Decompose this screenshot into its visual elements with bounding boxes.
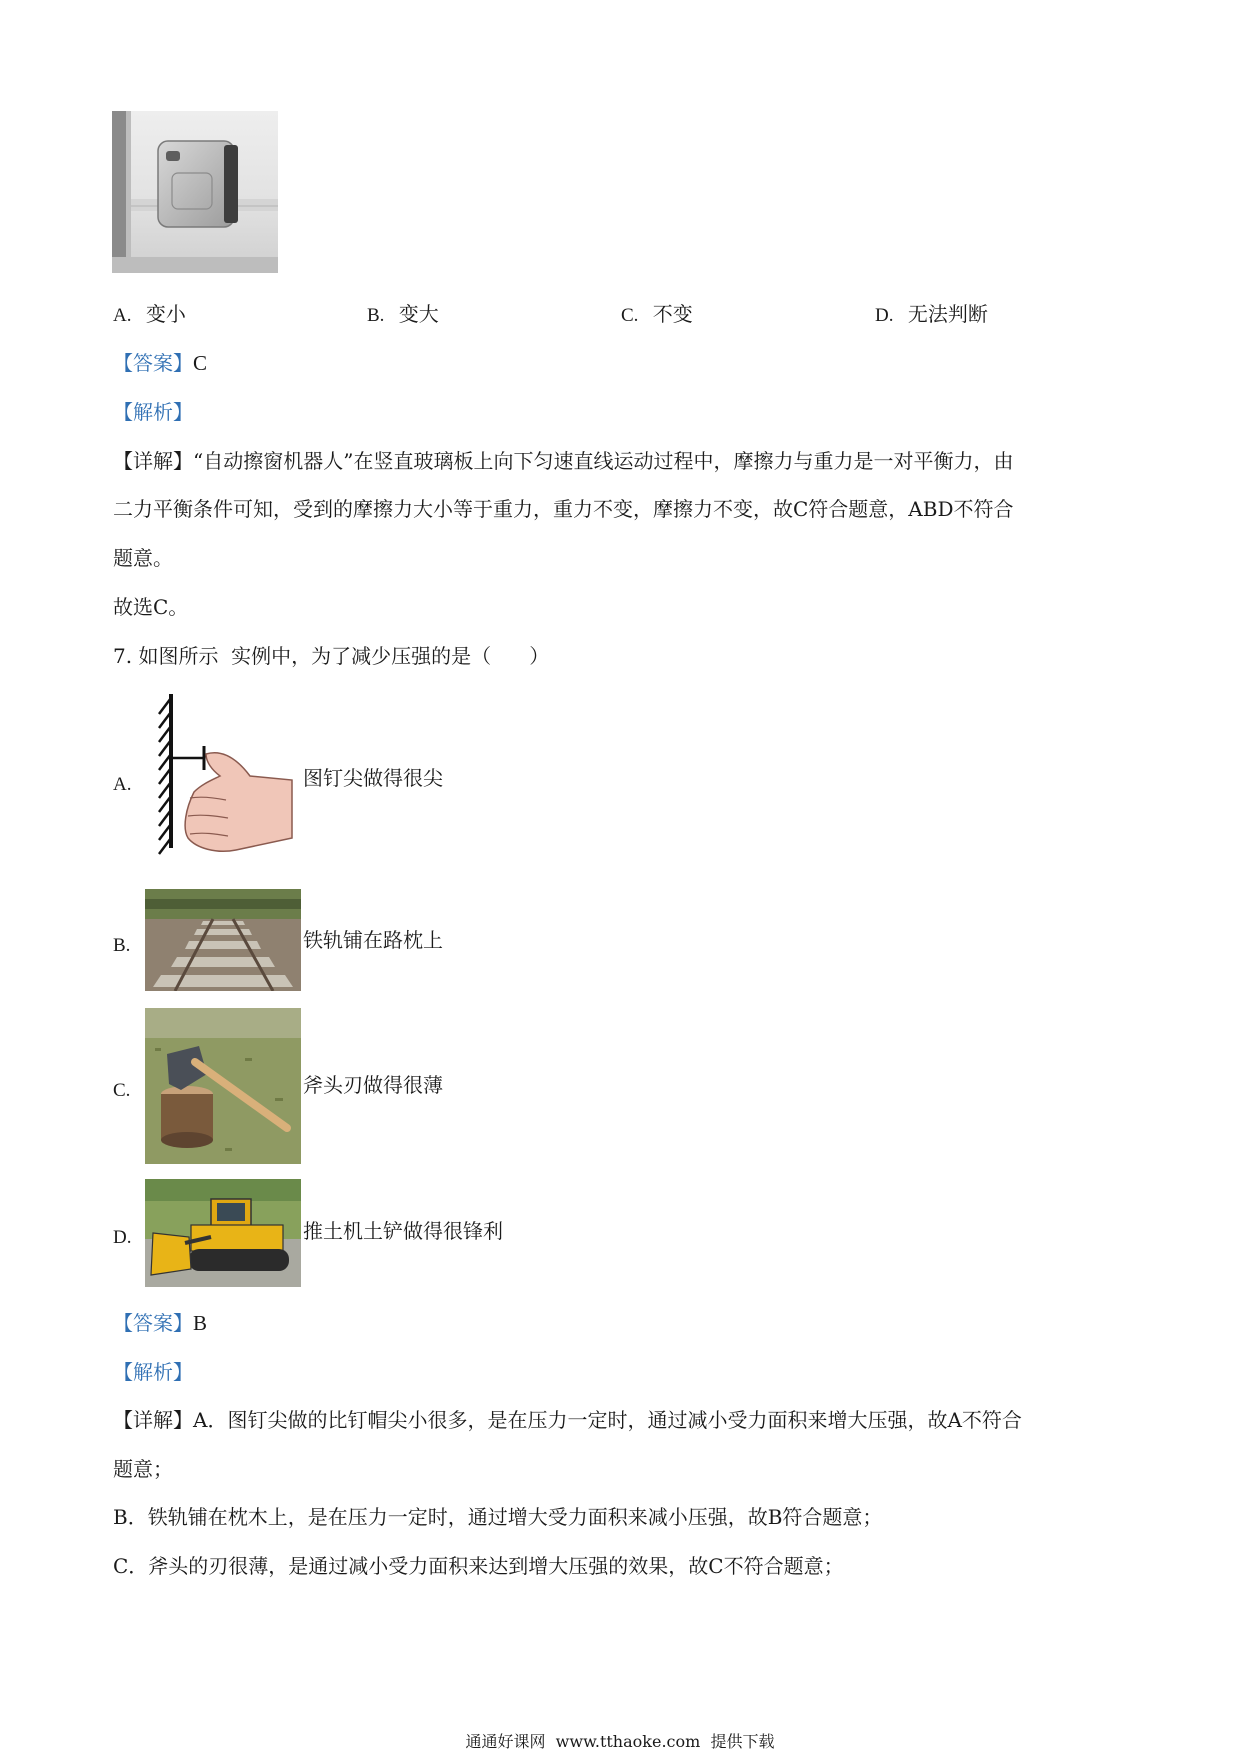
q6-option-c	[621, 300, 693, 330]
q7-option-d-text: 推土机土铲做得很锋利	[303, 1219, 503, 1243]
q7-analysis-tag: 【解析】	[113, 1360, 193, 1384]
q7-detail-line-4: C．斧头的刃很薄，是通过减小受力面积来达到增大压强的效果，故C不符合题意；	[113, 1554, 844, 1578]
q7-option-b	[113, 930, 130, 960]
detail-tag: 【详解】	[113, 449, 193, 473]
option-letter: B.	[367, 305, 385, 326]
q6-analysis-tag: 【解析】	[113, 400, 193, 424]
q6-option-d	[875, 300, 988, 330]
railway-track-image	[145, 889, 301, 991]
q7-option-d	[113, 1222, 131, 1252]
option-letter: A.	[113, 774, 132, 795]
option-letter: D.	[875, 305, 894, 326]
window-robot-image	[112, 111, 278, 273]
option-text: 不变	[652, 302, 693, 326]
detail-text: “自动擦窗机器人”在竖直玻璃板上向下匀速直线运动过程中，摩擦力与重力是一对平衡力，由	[193, 449, 1014, 473]
thumbtack-image	[146, 688, 298, 866]
option-letter: A.	[113, 305, 132, 326]
answer-value: B	[193, 1311, 208, 1335]
q6-detail-line-3: 题意。	[113, 546, 173, 570]
detail-tag: 【详解】	[113, 1408, 193, 1432]
bulldozer-image	[145, 1179, 301, 1287]
option-letter: B.	[113, 935, 131, 956]
answer-tag: 【答案】	[113, 1311, 193, 1335]
q6-answer	[113, 349, 207, 377]
q7-option-a-text: 图钉尖做得很尖	[303, 766, 443, 790]
q7-option-c	[113, 1075, 130, 1105]
option-text: 无法判断	[907, 302, 988, 326]
option-letter: C.	[113, 1080, 131, 1101]
q6-option-a	[113, 300, 186, 330]
answer-tag: 【答案】	[113, 351, 193, 375]
q7-option-a	[113, 769, 131, 799]
q6-detail-line-2: 二力平衡条件可知，受到的摩擦力大小等于重力，重力不变，摩擦力不变，故C符合题意，ABD不符合	[113, 497, 1014, 521]
q7-stem: 7. 如图所示 实例中，为了减少压强的是（ ）	[113, 644, 550, 668]
q7-detail-line-3: B．铁轨铺在枕木上，是在压力一定时，通过增大受力面积来减小压强，故B符合题意；	[113, 1505, 883, 1529]
q6-conclusion: 故选C。	[113, 595, 189, 619]
q6-option-b	[367, 300, 439, 330]
detail-text: A．图钉尖做的比钉帽尖小很多，是在压力一定时，通过减小受力面积来增大压强，故A不符合	[193, 1408, 1022, 1432]
q7-option-b-text: 铁轨铺在路枕上	[303, 928, 443, 952]
option-text: 变小	[145, 302, 186, 326]
option-letter: C.	[621, 305, 639, 326]
q7-detail-line-2: 题意；	[113, 1457, 173, 1481]
option-text: 变大	[398, 302, 439, 326]
q6-detail-line-1	[113, 447, 1013, 475]
axe-image	[145, 1008, 301, 1164]
option-letter: D.	[113, 1227, 132, 1248]
q7-detail-line-1	[113, 1406, 1022, 1434]
q7-answer	[113, 1309, 207, 1337]
page-footer: 通通好课网 www.tthaoke.com 提供下载	[465, 1732, 775, 1751]
q7-option-c-text: 斧头刃做得很薄	[303, 1073, 443, 1097]
answer-value: C	[193, 351, 208, 375]
